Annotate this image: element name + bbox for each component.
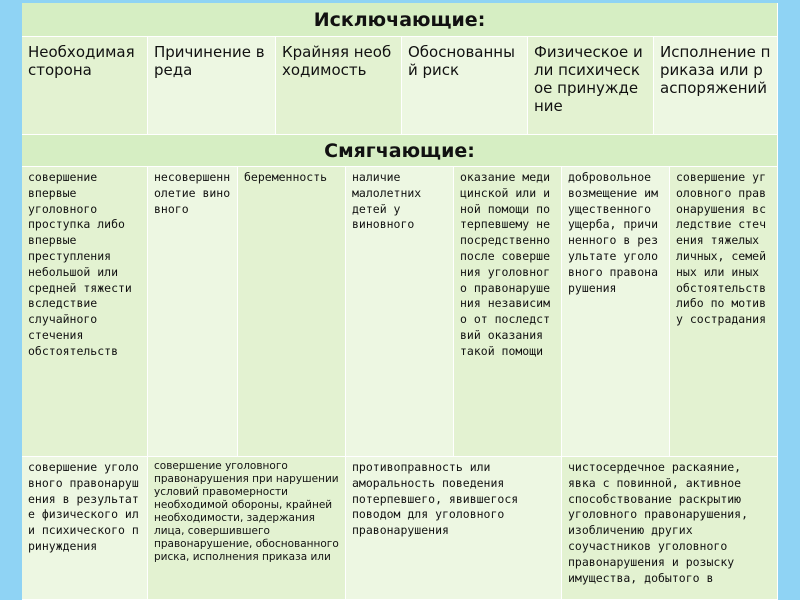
exclusions-header: Исключающие: — [22, 3, 778, 37]
mitigating-coercion-result: совершение уголовного правонарушения в результате физического или психического принуждения — [22, 457, 148, 600]
mitigating-minor-children: наличие малолетних детей у виновного — [346, 167, 454, 457]
mitigating-victim-behavior: противоправность или аморальность поведения потерпевшего, явившегося поводом для уголовного правонарушения — [346, 457, 562, 600]
exclusion-necessary-defense: Необходимая сторона — [22, 37, 148, 135]
mitigating-header: Смягчающие: — [22, 135, 778, 167]
criminal-law-table — [22, 3, 778, 600]
exclusion-coercion: Физическое или психическое принуждение — [528, 37, 654, 135]
mitigating-medical-help: оказание медицинской или иной помощи потерпевшему непосредственно после совершения уголовного правонарушения независимо от последствий оказания такой помощи — [454, 167, 562, 457]
mitigating-pregnancy: беременность — [238, 167, 346, 457]
mitigating-minor-offender: несовершеннолетие виновного — [148, 167, 238, 457]
exclusion-harm-causing: Причинение вреда — [148, 37, 276, 135]
exclusion-executing-order: Исполнение приказа или распоряжений — [654, 37, 778, 135]
exclusion-extreme-necessity: Крайняя необходимость — [276, 37, 402, 135]
exclusion-justified-risk: Обоснованный риск — [402, 37, 528, 135]
mitigating-exceeding-defense: совершение уголовного правонарушения при нарушении условий правомерности необходимой обороны, крайней необходимости, задержания лица, совершившего правонарушение, обоснованного риска, исполнения приказа или — [148, 457, 346, 600]
mitigating-damage-compensation: добровольное возмещение имущественного ущерба, причиненного в результате уголовного правонарушения — [562, 167, 670, 457]
mitigating-repentance: чистосердечное раскаяние, явка с повинной, активное способствование раскрытию уголовного правонарушения, изобличению других соучастников уголовного правонарушения и розыску имущества, добытого в — [562, 457, 778, 600]
mitigating-hard-circumstances: совершение уголовного правонарушения вследствие стечения тяжелых личных, семейных или иных обстоятельств либо по мотиву сострадания — [670, 167, 778, 457]
mitigating-first-time-offense: совершение впервые уголовного проступка либо впервые преступления небольшой или средней тяжести вследствие случайного стечения обстоятельств — [22, 167, 148, 457]
